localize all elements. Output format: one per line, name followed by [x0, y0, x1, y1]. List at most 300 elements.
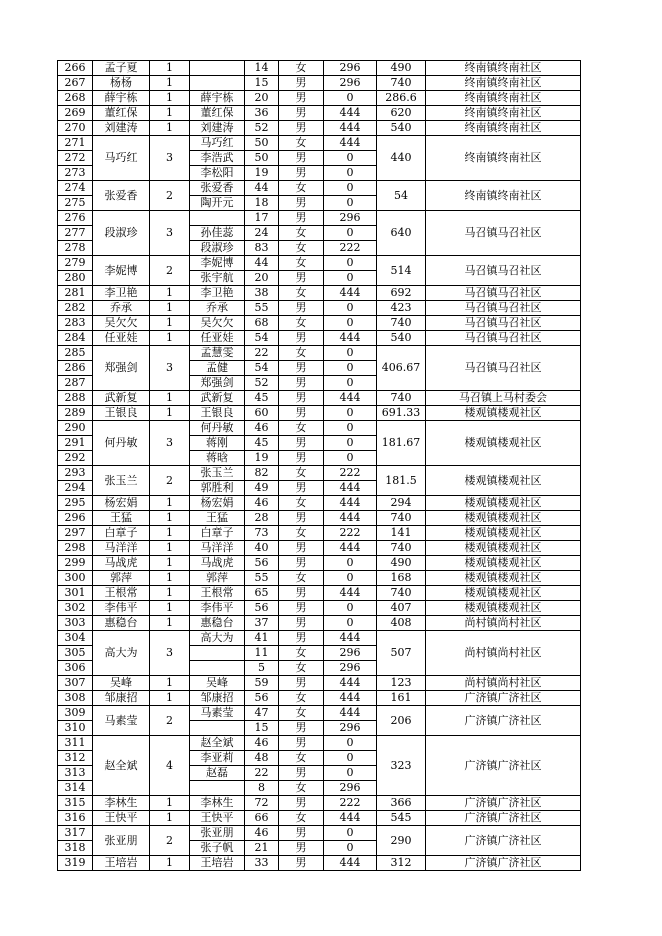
age-cell: 52: [245, 376, 279, 391]
amount-cell: 0: [324, 826, 377, 841]
subsidy-cell: 545: [377, 811, 426, 826]
age-cell: 8: [245, 781, 279, 796]
subsidy-cell: 290: [377, 826, 426, 856]
age-cell: 47: [245, 706, 279, 721]
head-name-cell: 吴欠欠: [93, 316, 150, 331]
member-count-cell: 3: [150, 211, 190, 256]
subsidy-cell: 740: [377, 586, 426, 601]
age-cell: 44: [245, 256, 279, 271]
subsidy-cell: 490: [377, 556, 426, 571]
age-cell: 40: [245, 541, 279, 556]
member-count-cell: 1: [150, 286, 190, 301]
subsidy-cell: 323: [377, 736, 426, 796]
member-name-cell: 李卫艳: [190, 286, 245, 301]
member-count-cell: 1: [150, 61, 190, 76]
row-number-cell: 284: [58, 331, 93, 346]
head-name-cell: 李伟平: [93, 601, 150, 616]
row-number-cell: 305: [58, 646, 93, 661]
gender-cell: 女: [279, 61, 324, 76]
member-name-cell: [190, 646, 245, 661]
row-number-cell: 315: [58, 796, 93, 811]
amount-cell: 0: [324, 166, 377, 181]
table-row: [58, 331, 581, 346]
age-cell: 60: [245, 406, 279, 421]
table-row: [58, 811, 581, 826]
table-row: [58, 466, 581, 481]
member-name-cell: 白章子: [190, 526, 245, 541]
age-cell: 41: [245, 631, 279, 646]
member-count-cell: 1: [150, 796, 190, 811]
address-cell: 终南镇终南社区: [426, 121, 581, 136]
table-row: [58, 856, 581, 871]
member-count-cell: 3: [150, 631, 190, 676]
subsidy-cell: 141: [377, 526, 426, 541]
amount-cell: 444: [324, 856, 377, 871]
age-cell: 55: [245, 571, 279, 586]
member-count-cell: 1: [150, 331, 190, 346]
address-cell: 终南镇终南社区: [426, 181, 581, 211]
subsidy-cell: 312: [377, 856, 426, 871]
table-row: [58, 586, 581, 601]
head-name-cell: 郭萍: [93, 571, 150, 586]
gender-cell: 男: [279, 196, 324, 211]
head-name-cell: 惠稳台: [93, 616, 150, 631]
gender-cell: 男: [279, 601, 324, 616]
age-cell: 5: [245, 661, 279, 676]
subsidy-cell: 640: [377, 211, 426, 256]
head-name-cell: 杨宏娟: [93, 496, 150, 511]
address-cell: 楼观镇楼观社区: [426, 406, 581, 421]
head-name-cell: 杨杨: [93, 76, 150, 91]
member-count-cell: 1: [150, 571, 190, 586]
member-name-cell: 吴峰: [190, 676, 245, 691]
row-number-cell: 309: [58, 706, 93, 721]
subsidy-cell: 691.33: [377, 406, 426, 421]
age-cell: 15: [245, 76, 279, 91]
member-name-cell: 何丹敏: [190, 421, 245, 436]
table-body: [58, 61, 581, 871]
member-name-cell: [190, 211, 245, 226]
head-name-cell: 李妮博: [93, 256, 150, 286]
row-number-cell: 272: [58, 151, 93, 166]
amount-cell: 0: [324, 616, 377, 631]
address-cell: 广济镇广济社区: [426, 736, 581, 796]
gender-cell: 男: [279, 796, 324, 811]
table-row: [58, 526, 581, 541]
gender-cell: 男: [279, 841, 324, 856]
member-name-cell: [190, 721, 245, 736]
age-cell: 19: [245, 166, 279, 181]
head-name-cell: 董红保: [93, 106, 150, 121]
age-cell: 72: [245, 796, 279, 811]
row-number-cell: 274: [58, 181, 93, 196]
member-name-cell: [190, 76, 245, 91]
address-cell: 广济镇广济社区: [426, 706, 581, 736]
age-cell: 45: [245, 391, 279, 406]
member-name-cell: 马素莹: [190, 706, 245, 721]
row-number-cell: 290: [58, 421, 93, 436]
amount-cell: 444: [324, 331, 377, 346]
row-number-cell: 278: [58, 241, 93, 256]
member-count-cell: 1: [150, 106, 190, 121]
member-name-cell: 王快平: [190, 811, 245, 826]
amount-cell: 444: [324, 811, 377, 826]
head-name-cell: 马素莹: [93, 706, 150, 736]
age-cell: 20: [245, 271, 279, 286]
amount-cell: 0: [324, 181, 377, 196]
row-number-cell: 312: [58, 751, 93, 766]
amount-cell: 444: [324, 286, 377, 301]
gender-cell: 男: [279, 676, 324, 691]
age-cell: 46: [245, 736, 279, 751]
gender-cell: 女: [279, 646, 324, 661]
gender-cell: 男: [279, 391, 324, 406]
amount-cell: 296: [324, 211, 377, 226]
subsidy-cell: 406.67: [377, 346, 426, 391]
row-number-cell: 281: [58, 286, 93, 301]
head-name-cell: 邹康招: [93, 691, 150, 706]
member-name-cell: 乔承: [190, 301, 245, 316]
amount-cell: 0: [324, 736, 377, 751]
member-count-cell: 2: [150, 256, 190, 286]
subsidy-cell: 168: [377, 571, 426, 586]
member-count-cell: 1: [150, 601, 190, 616]
member-count-cell: 1: [150, 511, 190, 526]
head-name-cell: 高大为: [93, 631, 150, 676]
row-number-cell: 306: [58, 661, 93, 676]
head-name-cell: 刘建涛: [93, 121, 150, 136]
age-cell: 66: [245, 811, 279, 826]
gender-cell: 男: [279, 616, 324, 631]
row-number-cell: 285: [58, 346, 93, 361]
age-cell: 55: [245, 301, 279, 316]
address-cell: 马召镇马召社区: [426, 346, 581, 391]
subsidy-cell: 740: [377, 541, 426, 556]
age-cell: 50: [245, 136, 279, 151]
table-row: [58, 496, 581, 511]
row-number-cell: 296: [58, 511, 93, 526]
age-cell: 83: [245, 241, 279, 256]
subsidy-cell: 440: [377, 136, 426, 181]
row-number-cell: 301: [58, 586, 93, 601]
age-cell: 46: [245, 496, 279, 511]
gender-cell: 女: [279, 241, 324, 256]
member-name-cell: 孙佳蕊: [190, 226, 245, 241]
address-cell: 尚村镇尚村社区: [426, 631, 581, 676]
member-name-cell: 王培岩: [190, 856, 245, 871]
amount-cell: 0: [324, 346, 377, 361]
address-cell: 楼观镇楼观社区: [426, 601, 581, 616]
head-name-cell: 马巧红: [93, 136, 150, 181]
member-count-cell: 1: [150, 496, 190, 511]
subsidy-cell: 540: [377, 121, 426, 136]
amount-cell: 0: [324, 766, 377, 781]
age-cell: 56: [245, 601, 279, 616]
address-cell: 楼观镇楼观社区: [426, 541, 581, 556]
row-number-cell: 298: [58, 541, 93, 556]
member-name-cell: 杨宏娟: [190, 496, 245, 511]
member-name-cell: 李松阳: [190, 166, 245, 181]
amount-cell: 444: [324, 541, 377, 556]
table-row: [58, 346, 581, 361]
row-number-cell: 266: [58, 61, 93, 76]
amount-cell: 0: [324, 151, 377, 166]
address-cell: 马召镇上马村委会: [426, 391, 581, 406]
address-cell: 广济镇广济社区: [426, 856, 581, 871]
subsidy-cell: 286.6: [377, 91, 426, 106]
age-cell: 54: [245, 361, 279, 376]
table-row: [58, 316, 581, 331]
member-count-cell: 1: [150, 406, 190, 421]
gender-cell: 女: [279, 286, 324, 301]
member-name-cell: 蒋刚: [190, 436, 245, 451]
head-name-cell: 王银良: [93, 406, 150, 421]
table-row: [58, 391, 581, 406]
amount-cell: 444: [324, 691, 377, 706]
amount-cell: 444: [324, 631, 377, 646]
gender-cell: 男: [279, 211, 324, 226]
age-cell: 49: [245, 481, 279, 496]
head-name-cell: 张玉兰: [93, 466, 150, 496]
gender-cell: 男: [279, 736, 324, 751]
subsidy-cell: 740: [377, 511, 426, 526]
head-name-cell: 张爱香: [93, 181, 150, 211]
subsidy-cell: 490: [377, 61, 426, 76]
gender-cell: 女: [279, 226, 324, 241]
gender-cell: 女: [279, 571, 324, 586]
amount-cell: 296: [324, 721, 377, 736]
subsidy-cell: 161: [377, 691, 426, 706]
gender-cell: 男: [279, 481, 324, 496]
address-cell: 楼观镇楼观社区: [426, 556, 581, 571]
subsidy-cell: 181.5: [377, 466, 426, 496]
head-name-cell: 马战虎: [93, 556, 150, 571]
gender-cell: 男: [279, 151, 324, 166]
age-cell: 52: [245, 121, 279, 136]
member-name-cell: 郭胜利: [190, 481, 245, 496]
address-cell: 楼观镇楼观社区: [426, 571, 581, 586]
gender-cell: 男: [279, 91, 324, 106]
head-name-cell: 武新复: [93, 391, 150, 406]
row-number-cell: 268: [58, 91, 93, 106]
member-count-cell: 1: [150, 76, 190, 91]
member-name-cell: 王银良: [190, 406, 245, 421]
row-number-cell: 292: [58, 451, 93, 466]
gender-cell: 女: [279, 691, 324, 706]
subsidy-cell: 514: [377, 256, 426, 286]
member-count-cell: 1: [150, 676, 190, 691]
member-name-cell: [190, 781, 245, 796]
address-cell: 终南镇终南社区: [426, 76, 581, 91]
amount-cell: 222: [324, 796, 377, 811]
row-number-cell: 282: [58, 301, 93, 316]
gender-cell: 男: [279, 856, 324, 871]
age-cell: 22: [245, 766, 279, 781]
row-number-cell: 269: [58, 106, 93, 121]
table-row: [58, 91, 581, 106]
member-count-cell: 1: [150, 691, 190, 706]
address-cell: 马召镇马召社区: [426, 316, 581, 331]
member-name-cell: 董红保: [190, 106, 245, 121]
head-name-cell: 李卫艳: [93, 286, 150, 301]
head-name-cell: 王根常: [93, 586, 150, 601]
head-name-cell: 白章子: [93, 526, 150, 541]
row-number-cell: 311: [58, 736, 93, 751]
row-number-cell: 276: [58, 211, 93, 226]
member-count-cell: 1: [150, 316, 190, 331]
age-cell: 46: [245, 826, 279, 841]
head-name-cell: 张亚朋: [93, 826, 150, 856]
address-cell: 广济镇广济社区: [426, 796, 581, 811]
member-count-cell: 1: [150, 811, 190, 826]
row-number-cell: 291: [58, 436, 93, 451]
member-name-cell: 马巧红: [190, 136, 245, 151]
amount-cell: 0: [324, 451, 377, 466]
amount-cell: 0: [324, 226, 377, 241]
gender-cell: 女: [279, 346, 324, 361]
age-cell: 11: [245, 646, 279, 661]
gender-cell: 女: [279, 256, 324, 271]
member-count-cell: 1: [150, 91, 190, 106]
member-count-cell: 1: [150, 526, 190, 541]
address-cell: 楼观镇楼观社区: [426, 511, 581, 526]
head-name-cell: 孟子夏: [93, 61, 150, 76]
amount-cell: 0: [324, 841, 377, 856]
member-name-cell: 惠稳台: [190, 616, 245, 631]
amount-cell: 444: [324, 136, 377, 151]
row-number-cell: 308: [58, 691, 93, 706]
member-name-cell: 孟健: [190, 361, 245, 376]
member-count-cell: 1: [150, 556, 190, 571]
gender-cell: 女: [279, 466, 324, 481]
row-number-cell: 307: [58, 676, 93, 691]
head-name-cell: 乔承: [93, 301, 150, 316]
amount-cell: 0: [324, 271, 377, 286]
table-row: [58, 826, 581, 841]
table-row: [58, 676, 581, 691]
age-cell: 14: [245, 61, 279, 76]
age-cell: 73: [245, 526, 279, 541]
gender-cell: 女: [279, 781, 324, 796]
head-name-cell: 何丹敏: [93, 421, 150, 466]
member-count-cell: 2: [150, 466, 190, 496]
subsidy-cell: 620: [377, 106, 426, 121]
head-name-cell: 王猛: [93, 511, 150, 526]
member-name-cell: 王根常: [190, 586, 245, 601]
age-cell: 44: [245, 181, 279, 196]
table-row: [58, 286, 581, 301]
row-number-cell: 289: [58, 406, 93, 421]
amount-cell: 444: [324, 481, 377, 496]
table-row: [58, 571, 581, 586]
table-row: [58, 511, 581, 526]
member-name-cell: 郑强剑: [190, 376, 245, 391]
row-number-cell: 277: [58, 226, 93, 241]
member-count-cell: 1: [150, 301, 190, 316]
gender-cell: 女: [279, 706, 324, 721]
amount-cell: 296: [324, 781, 377, 796]
member-count-cell: 1: [150, 586, 190, 601]
age-cell: 21: [245, 841, 279, 856]
subsidy-cell: 123: [377, 676, 426, 691]
head-name-cell: 赵全斌: [93, 736, 150, 796]
subsidy-cell: 540: [377, 331, 426, 346]
table-row: [58, 301, 581, 316]
member-name-cell: 郭萍: [190, 571, 245, 586]
row-number-cell: 273: [58, 166, 93, 181]
age-cell: 20: [245, 91, 279, 106]
amount-cell: 444: [324, 121, 377, 136]
amount-cell: 444: [324, 586, 377, 601]
gender-cell: 男: [279, 766, 324, 781]
member-name-cell: 薛宇栋: [190, 91, 245, 106]
address-cell: 终南镇终南社区: [426, 136, 581, 181]
amount-cell: 296: [324, 661, 377, 676]
amount-cell: 0: [324, 91, 377, 106]
member-count-cell: 1: [150, 856, 190, 871]
age-cell: 37: [245, 616, 279, 631]
address-cell: 广济镇广济社区: [426, 811, 581, 826]
row-number-cell: 303: [58, 616, 93, 631]
gender-cell: 女: [279, 181, 324, 196]
age-cell: 28: [245, 511, 279, 526]
gender-cell: 男: [279, 721, 324, 736]
member-name-cell: 段淑珍: [190, 241, 245, 256]
row-number-cell: 297: [58, 526, 93, 541]
row-number-cell: 314: [58, 781, 93, 796]
table-row: [58, 121, 581, 136]
member-name-cell: 李亚莉: [190, 751, 245, 766]
member-name-cell: 高大为: [190, 631, 245, 646]
subsidy-cell: 740: [377, 391, 426, 406]
age-cell: 45: [245, 436, 279, 451]
age-cell: 22: [245, 346, 279, 361]
subsidy-cell: 740: [377, 76, 426, 91]
member-name-cell: 任亚娃: [190, 331, 245, 346]
table-row: [58, 61, 581, 76]
age-cell: 46: [245, 421, 279, 436]
address-cell: 终南镇终南社区: [426, 106, 581, 121]
amount-cell: 444: [324, 511, 377, 526]
member-name-cell: 吴欠欠: [190, 316, 245, 331]
member-name-cell: 李妮博: [190, 256, 245, 271]
subsidy-cell: 181.67: [377, 421, 426, 466]
gender-cell: 女: [279, 496, 324, 511]
row-number-cell: 287: [58, 376, 93, 391]
member-name-cell: 李浩武: [190, 151, 245, 166]
age-cell: 54: [245, 331, 279, 346]
member-name-cell: 王猛: [190, 511, 245, 526]
gender-cell: 男: [279, 376, 324, 391]
table-row: [58, 616, 581, 631]
gender-cell: 男: [279, 121, 324, 136]
member-count-cell: 3: [150, 136, 190, 181]
amount-cell: 222: [324, 526, 377, 541]
member-count-cell: 3: [150, 421, 190, 466]
address-cell: 尚村镇尚村社区: [426, 616, 581, 631]
gender-cell: 男: [279, 76, 324, 91]
member-name-cell: 孟慧雯: [190, 346, 245, 361]
subsidy-cell: 692: [377, 286, 426, 301]
member-name-cell: 马洋洋: [190, 541, 245, 556]
amount-cell: 0: [324, 376, 377, 391]
table-row: [58, 421, 581, 436]
table-row: [58, 256, 581, 271]
age-cell: 38: [245, 286, 279, 301]
age-cell: 36: [245, 106, 279, 121]
row-number-cell: 270: [58, 121, 93, 136]
address-cell: 马召镇马召社区: [426, 331, 581, 346]
